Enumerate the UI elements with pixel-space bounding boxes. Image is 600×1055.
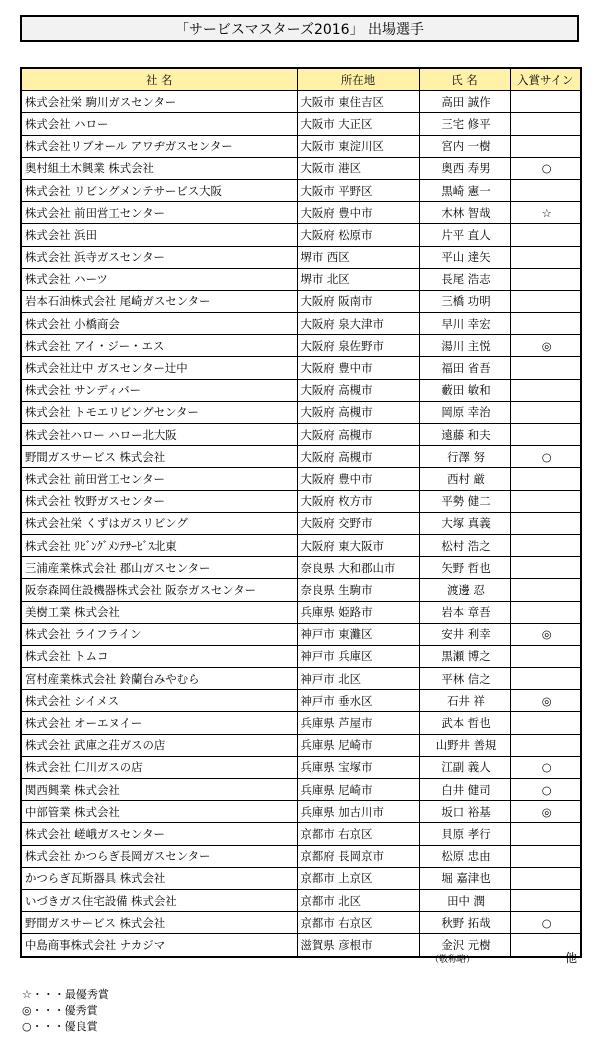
cell-location: 奈良県 生駒市 — [297, 579, 419, 601]
cell-location: 京都府 長岡京市 — [297, 845, 419, 867]
cell-name: 長尾 浩志 — [419, 268, 510, 290]
cell-company: 株式会社 牧野ガスセンター — [21, 490, 297, 512]
cell-location: 兵庫県 尼崎市 — [297, 779, 419, 801]
cell-company: 株式会社 小橋商会 — [21, 313, 297, 335]
cell-company: 野間ガスサービス 株式会社 — [21, 912, 297, 934]
header-company: 社 名 — [21, 68, 297, 91]
cell-award: ○ — [510, 912, 581, 934]
table-body — [21, 91, 581, 957]
cell-award: ◎ — [510, 801, 581, 823]
cell-location: 大阪府 松原市 — [297, 224, 419, 246]
table-row — [21, 446, 581, 468]
cell-company: 三浦産業株式会社 郡山ガスセンター — [21, 557, 297, 579]
cell-company: 奥村組土木興業 株式会社 — [21, 157, 297, 179]
table-row — [21, 157, 581, 179]
cell-company: 岩本石油株式会社 尾崎ガスセンター — [21, 290, 297, 312]
table-row — [21, 246, 581, 268]
cell-location: 兵庫県 姫路市 — [297, 601, 419, 623]
cell-location: 京都市 右京区 — [297, 823, 419, 845]
table-row — [21, 268, 581, 290]
cell-company: 株式会社 ハロー — [21, 113, 297, 135]
table-row — [21, 934, 581, 957]
cell-company: 関西興業 株式会社 — [21, 779, 297, 801]
table-row — [21, 712, 581, 734]
cell-location: 奈良県 大和郡山市 — [297, 557, 419, 579]
legend-excellent: ◎・・・優秀賞 — [22, 1004, 98, 1017]
cell-location: 大阪府 豊中市 — [297, 357, 419, 379]
cell-company: 株式会社 アイ・ジー・エス — [21, 335, 297, 357]
cell-name: 西村 厳 — [419, 468, 510, 490]
cell-award — [510, 468, 581, 490]
cell-location: 神戸市 垂水区 — [297, 690, 419, 712]
table-row — [21, 645, 581, 667]
cell-name: 松原 忠由 — [419, 845, 510, 867]
table-row — [21, 734, 581, 756]
page-title — [20, 15, 579, 42]
cell-location: 堺市 北区 — [297, 268, 419, 290]
cell-company: 株式会社 トムコ — [21, 645, 297, 667]
honorific-note: （敬称略） — [430, 955, 476, 965]
cell-location: 大阪府 高槻市 — [297, 424, 419, 446]
cell-location: 大阪市 大正区 — [297, 113, 419, 135]
table-row — [21, 867, 581, 889]
cell-name: 矢野 哲也 — [419, 557, 510, 579]
table-row — [21, 557, 581, 579]
cell-name: 黒崎 憲一 — [419, 179, 510, 201]
cell-location: 大阪府 高槻市 — [297, 446, 419, 468]
cell-award: ○ — [510, 446, 581, 468]
header-location: 所在地 — [297, 68, 419, 91]
cell-location: 大阪府 阪南市 — [297, 290, 419, 312]
table-row — [21, 845, 581, 867]
table-row — [21, 601, 581, 623]
cell-name: 木林 智哉 — [419, 202, 510, 224]
cell-award — [510, 867, 581, 889]
cell-award — [510, 490, 581, 512]
award-legend — [22, 987, 109, 1035]
cell-location: 大阪市 平野区 — [297, 179, 419, 201]
cell-award — [510, 534, 581, 556]
cell-name: 行澤 努 — [419, 446, 510, 468]
cell-award — [510, 645, 581, 667]
cell-name: 宮内 一樹 — [419, 135, 510, 157]
table-row — [21, 290, 581, 312]
cell-award — [510, 668, 581, 690]
cell-company: 株式会社 リビングメンテサービス大阪 — [21, 179, 297, 201]
cell-location: 神戸市 東灘区 — [297, 623, 419, 645]
cell-award — [510, 313, 581, 335]
cell-company: 株式会社 武庫之荘ガスの店 — [21, 734, 297, 756]
table-row — [21, 468, 581, 490]
cell-name: 福田 省吾 — [419, 357, 510, 379]
cell-name: 田中 潤 — [419, 889, 510, 911]
cell-name: 金沢 元樹 — [419, 934, 510, 957]
cell-award: ☆ — [510, 202, 581, 224]
cell-award — [510, 357, 581, 379]
cell-award — [510, 246, 581, 268]
cell-name: 三宅 修平 — [419, 113, 510, 135]
cell-name: 坂口 裕基 — [419, 801, 510, 823]
table-row — [21, 512, 581, 534]
table-row — [21, 823, 581, 845]
cell-location: 兵庫県 芦屋市 — [297, 712, 419, 734]
cell-company: 株式会社 ハーツ — [21, 268, 297, 290]
cell-company: かつらぎ瓦斯器具 株式会社 — [21, 867, 297, 889]
table-row — [21, 135, 581, 157]
cell-award: ○ — [510, 157, 581, 179]
table-row — [21, 335, 581, 357]
cell-name: 早川 幸宏 — [419, 313, 510, 335]
cell-location: 大阪府 高槻市 — [297, 401, 419, 423]
cell-award — [510, 579, 581, 601]
table-row — [21, 490, 581, 512]
cell-name: 平勢 健二 — [419, 490, 510, 512]
cell-name: 高田 誠作 — [419, 91, 510, 113]
cell-award — [510, 379, 581, 401]
cell-award — [510, 712, 581, 734]
cell-location: 大阪府 交野市 — [297, 512, 419, 534]
table-row — [21, 424, 581, 446]
cell-name: 秋野 拓哉 — [419, 912, 510, 934]
cell-company: 株式会社リブオール アワヂガスセンター — [21, 135, 297, 157]
table-row — [21, 779, 581, 801]
table-row — [21, 379, 581, 401]
cell-location: 堺市 西区 — [297, 246, 419, 268]
cell-name: 安井 利幸 — [419, 623, 510, 645]
cell-company: 株式会社 かつらぎ長岡ガスセンター — [21, 845, 297, 867]
cell-award — [510, 135, 581, 157]
cell-company: 株式会社ハロー ハロー北大阪 — [21, 424, 297, 446]
cell-location: 大阪府 泉大津市 — [297, 313, 419, 335]
cell-company: 中島商事株式会社 ナカジマ — [21, 934, 297, 957]
cell-location: 大阪市 港区 — [297, 157, 419, 179]
cell-company: 株式会社辻中 ガスセンター辻中 — [21, 357, 297, 379]
table-row — [21, 534, 581, 556]
cell-award — [510, 845, 581, 867]
cell-location: 大阪府 豊中市 — [297, 468, 419, 490]
legend-good: ○・・・優良賞 — [22, 1020, 98, 1033]
cell-award — [510, 601, 581, 623]
cell-location: 神戸市 北区 — [297, 668, 419, 690]
cell-name: 藪田 敏和 — [419, 379, 510, 401]
others-note: 他 — [565, 951, 578, 965]
table-row — [21, 579, 581, 601]
cell-name: 石井 祥 — [419, 690, 510, 712]
cell-location: 大阪府 東大阪市 — [297, 534, 419, 556]
cell-name: 渡邊 忍 — [419, 579, 510, 601]
cell-award — [510, 557, 581, 579]
cell-company: 株式会社 トモエリビングセンター — [21, 401, 297, 423]
cell-location: 京都市 上京区 — [297, 867, 419, 889]
cell-company: 宮村産業株式会社 鈴蘭台みやむら — [21, 668, 297, 690]
table-row — [21, 313, 581, 335]
cell-award: ○ — [510, 779, 581, 801]
table-row — [21, 224, 581, 246]
cell-award — [510, 224, 581, 246]
cell-name: 奥西 寿男 — [419, 157, 510, 179]
cell-name: 遠藤 和夫 — [419, 424, 510, 446]
cell-company: 株式会社 浜田 — [21, 224, 297, 246]
cell-award — [510, 268, 581, 290]
table-row — [21, 623, 581, 645]
header-award: 入賞サイン — [510, 68, 581, 91]
cell-award — [510, 734, 581, 756]
cell-award — [510, 179, 581, 201]
cell-company: 美樹工業 株式会社 — [21, 601, 297, 623]
cell-name: 大塚 真義 — [419, 512, 510, 534]
table-row — [21, 668, 581, 690]
cell-name: 黒瀬 博之 — [419, 645, 510, 667]
table-row — [21, 113, 581, 135]
cell-name: 平林 信之 — [419, 668, 510, 690]
legend-best: ☆・・・最優秀賞 — [22, 988, 109, 1001]
cell-award — [510, 889, 581, 911]
cell-company: 株式会社 嵯峨ガスセンター — [21, 823, 297, 845]
cell-company: 株式会社 仁川ガスの店 — [21, 756, 297, 778]
cell-company: いづきガス住宅設備 株式会社 — [21, 889, 297, 911]
table-row — [21, 690, 581, 712]
cell-location: 兵庫県 加古川市 — [297, 801, 419, 823]
table-row — [21, 801, 581, 823]
cell-award — [510, 113, 581, 135]
cell-location: 大阪市 東淀川区 — [297, 135, 419, 157]
cell-location: 大阪府 豊中市 — [297, 202, 419, 224]
cell-company: 中部管業 株式会社 — [21, 801, 297, 823]
cell-company: 株式会社栄 駒川ガスセンター — [21, 91, 297, 113]
cell-name: 貝原 孝行 — [419, 823, 510, 845]
cell-name: 片平 直人 — [419, 224, 510, 246]
cell-company: 株式会社 シイメス — [21, 690, 297, 712]
cell-name: 白井 健司 — [419, 779, 510, 801]
cell-name: 岡原 幸治 — [419, 401, 510, 423]
cell-award — [510, 290, 581, 312]
cell-company: 株式会社 前田営工センター — [21, 468, 297, 490]
table-row — [21, 889, 581, 911]
header-name: 氏 名 — [419, 68, 510, 91]
cell-location: 大阪府 枚方市 — [297, 490, 419, 512]
cell-award — [510, 401, 581, 423]
cell-company: 阪奈森岡住設機器株式会社 阪奈ガスセンター — [21, 579, 297, 601]
cell-location: 大阪府 高槻市 — [297, 379, 419, 401]
cell-award: ○ — [510, 756, 581, 778]
cell-company: 野間ガスサービス 株式会社 — [21, 446, 297, 468]
table-row — [21, 357, 581, 379]
table-row — [21, 401, 581, 423]
cell-award — [510, 424, 581, 446]
cell-company: 株式会社 オーエヌイー — [21, 712, 297, 734]
table-row — [21, 202, 581, 224]
cell-name: 三橋 功明 — [419, 290, 510, 312]
cell-award — [510, 512, 581, 534]
cell-name: 堀 嘉津也 — [419, 867, 510, 889]
cell-award: ◎ — [510, 690, 581, 712]
cell-award — [510, 823, 581, 845]
cell-name: 岩本 章吾 — [419, 601, 510, 623]
table-row — [21, 179, 581, 201]
cell-location: 滋賀県 彦根市 — [297, 934, 419, 957]
cell-company: 株式会社 前田営工センター — [21, 202, 297, 224]
cell-location: 神戸市 兵庫区 — [297, 645, 419, 667]
cell-name: 山野井 善規 — [419, 734, 510, 756]
cell-name: 武本 哲也 — [419, 712, 510, 734]
cell-company: 株式会社 ﾘﾋﾞﾝｸﾞﾒﾝﾃｻｰﾋﾞｽ北東 — [21, 534, 297, 556]
cell-name: 平山 達矢 — [419, 246, 510, 268]
table-row — [21, 756, 581, 778]
cell-company: 株式会社栄 くずはガスリビング — [21, 512, 297, 534]
cell-name: 松村 浩之 — [419, 534, 510, 556]
cell-location: 兵庫県 宝塚市 — [297, 756, 419, 778]
cell-award — [510, 91, 581, 113]
cell-company: 株式会社 サンディバー — [21, 379, 297, 401]
cell-award: ◎ — [510, 335, 581, 357]
table-row — [21, 912, 581, 934]
cell-location: 大阪府 泉佐野市 — [297, 335, 419, 357]
cell-location: 京都市 右京区 — [297, 912, 419, 934]
table-header-row — [21, 68, 581, 91]
cell-name: 湯川 主悦 — [419, 335, 510, 357]
cell-location: 兵庫県 尼崎市 — [297, 734, 419, 756]
cell-company: 株式会社 ライフライン — [21, 623, 297, 645]
cell-award: ◎ — [510, 623, 581, 645]
page-title-text: 「サービスマスターズ2016」 出場選手 — [174, 21, 425, 38]
participant-table — [20, 67, 582, 958]
cell-location: 京都市 北区 — [297, 889, 419, 911]
cell-company: 株式会社 浜寺ガスセンター — [21, 246, 297, 268]
table-row — [21, 91, 581, 113]
cell-location: 大阪市 東住吉区 — [297, 91, 419, 113]
cell-name: 江副 義人 — [419, 756, 510, 778]
